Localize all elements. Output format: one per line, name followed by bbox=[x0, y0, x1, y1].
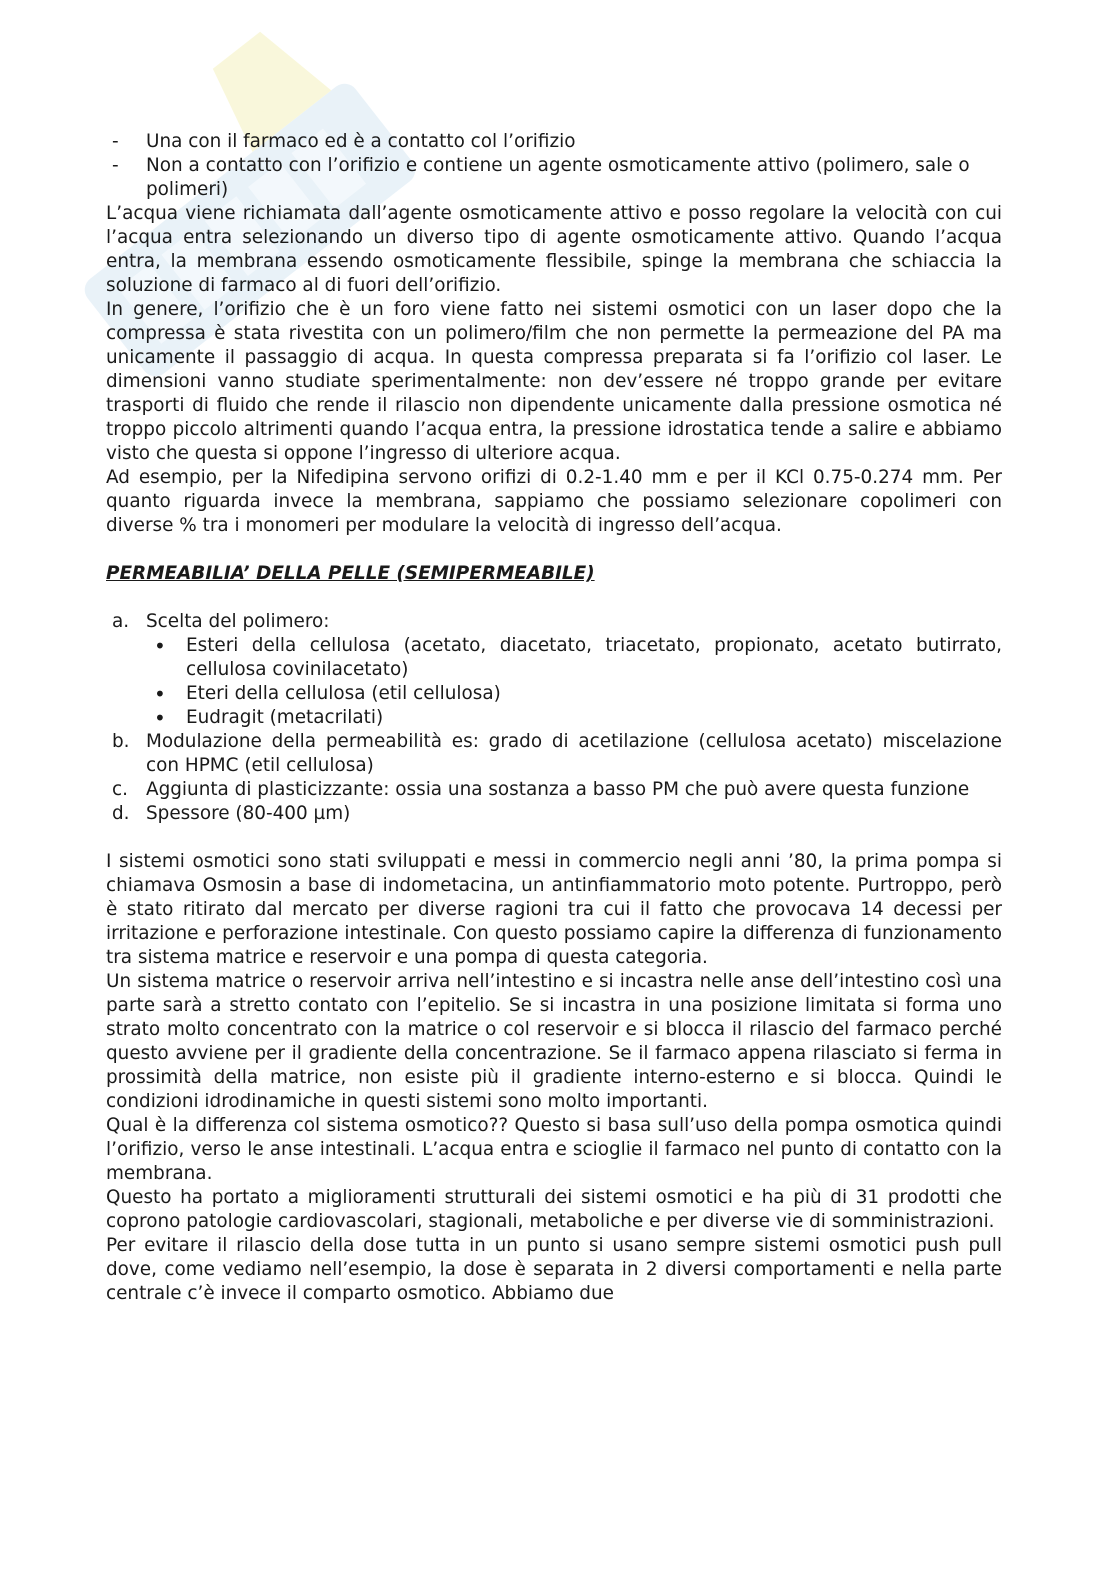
alpha-item-text: Scelta del polimero: bbox=[146, 611, 330, 632]
alpha-item bbox=[106, 802, 1002, 826]
alpha-list bbox=[106, 610, 1002, 826]
dash-item: - Una con il farmaco ed è a contatto col l’orifizio bbox=[106, 130, 1002, 154]
bullet-item: • Esteri della cellulosa (acetato, diacetato, triacetato, propionato, acetato butirrato, cellulosa covinilacetato) bbox=[146, 634, 1002, 682]
alpha-item bbox=[106, 730, 1002, 778]
paragraph: Per evitare il rilascio della dose tutta in un punto si usano sempre sistemi osmotici push pull dove, come vediamo nell’esempio, la dose è separata in 2 diversi comportamenti e nella parte centrale c’è invece il comparto osmotico. Abbiamo due bbox=[106, 1235, 1002, 1304]
dash-item: - Non a contatto con l’orifizio e contiene un agente osmoticamente attivo (polimero, sale o polimeri) bbox=[106, 154, 1002, 202]
dash-list bbox=[106, 130, 1002, 202]
paragraph: L’acqua viene richiamata dall’agente osmoticamente attivo e posso regolare la velocità con cui l’acqua entra selezionando un diverso tipo di agente osmoticamente attivo. Quando l’acqua entra, la membrana essendo osmoticamente flessibile, spinge la membrana che schiaccia la soluzione di farmaco al di fuori dell’orifizio. bbox=[106, 203, 1002, 296]
alpha-item-text: Spessore (80-400 µm) bbox=[146, 803, 351, 824]
alpha-marker: b. bbox=[112, 731, 130, 752]
alpha-marker: a. bbox=[112, 611, 130, 632]
alpha-marker: c. bbox=[112, 779, 128, 800]
document-page bbox=[106, 130, 1002, 1306]
alpha-item-text: Aggiunta di plasticizzante: ossia una sostanza a basso PM che può avere questa funzione bbox=[146, 779, 970, 800]
bullet-item: • Eteri della cellulosa (etil cellulosa) bbox=[146, 682, 1002, 706]
alpha-item bbox=[106, 610, 1002, 730]
section-heading: PERMEABILIA’ DELLA PELLE (SEMIPERMEABILE) bbox=[106, 563, 595, 584]
alpha-item bbox=[106, 778, 1002, 802]
paragraph: I sistemi osmotici sono stati sviluppati e messi in commercio negli anni ’80, la prima pompa si chiamava Osmosin a base di indometacina, un antinfiammatorio moto potente. Purtroppo, però è stato ritirato dal mercato per diverse ragioni tra cui il fatto che provocava 14 decessi per irritazione e perforazione intestinale. Con questo possiamo capire la differenza di funzionamento tra sistema matrice e reservoir e una pompa di questa categoria. bbox=[106, 851, 1002, 968]
alpha-item-text: Modulazione della permeabilità es: grado di acetilazione (cellulosa acetato) miscelazione con HPMC (etil cellulosa) bbox=[146, 731, 1002, 776]
spacer bbox=[106, 826, 1002, 850]
paragraph: Ad esempio, per la Nifedipina servono orifizi di 0.2-1.40 mm e per il KCl 0.75-0.274 mm. Per quanto riguarda invece la membrana, sappiamo che possiamo selezionare copolimeri con diverse % tra i monomeri per modulare la velocità di ingresso dell’acqua. bbox=[106, 467, 1002, 536]
paragraph: Un sistema matrice o reservoir arriva nell’intestino e si incastra nelle anse dell’intestino così una parte sarà a stretto contato con l’epitelio. Se si incastra in una posizione limitata si forma uno strato molto concentrato con la matrice o col reservoir e si blocca il rilascio del farmaco perché questo avviene per il gradiente della concentrazione. Se il farmaco appena rilasciato si ferma in prossimità della matrice, non esiste più il gradiente interno-esterno e si blocca. Quindi le condizioni idrodinamiche in questi sistemi sono molto importanti. bbox=[106, 971, 1002, 1112]
alpha-marker: d. bbox=[112, 803, 130, 824]
bullet-item: • Eudragit (metacrilati) bbox=[146, 706, 1002, 730]
paragraph: In genere, l’orifizio che è un foro viene fatto nei sistemi osmotici con un laser dopo che la compressa è stata rivestita con un polimero/film che non permette la permeazione del PA ma unicamente il passaggio di acqua. In questa compressa preparata si fa l’orifizio col laser. Le dimensioni vanno studiate sperimentalmente: non dev’essere né troppo grande per evitare trasporti di fluido che rende il rilascio non dipendente unicamente dalla pressione osmotica né troppo piccolo altrimenti quando l’acqua entra, la pressione idrostatica tende a salire e abbiamo visto che questa si oppone l’ingresso di ulteriore acqua. bbox=[106, 299, 1002, 464]
paragraph: Qual è la differenza col sistema osmotico?? Questo si basa sull’uso della pompa osmotica quindi l’orifizio, verso le anse intestinali. L’acqua entra e scioglie il farmaco nel punto di contatto con la membrana. bbox=[106, 1115, 1002, 1184]
bullet-list bbox=[146, 634, 1002, 730]
paragraph: Questo ha portato a miglioramenti strutturali dei sistemi osmotici e ha più di 31 prodotti che coprono patologie cardiovascolari, stagionali, metaboliche e per diverse vie di somministrazioni. bbox=[106, 1187, 1002, 1232]
